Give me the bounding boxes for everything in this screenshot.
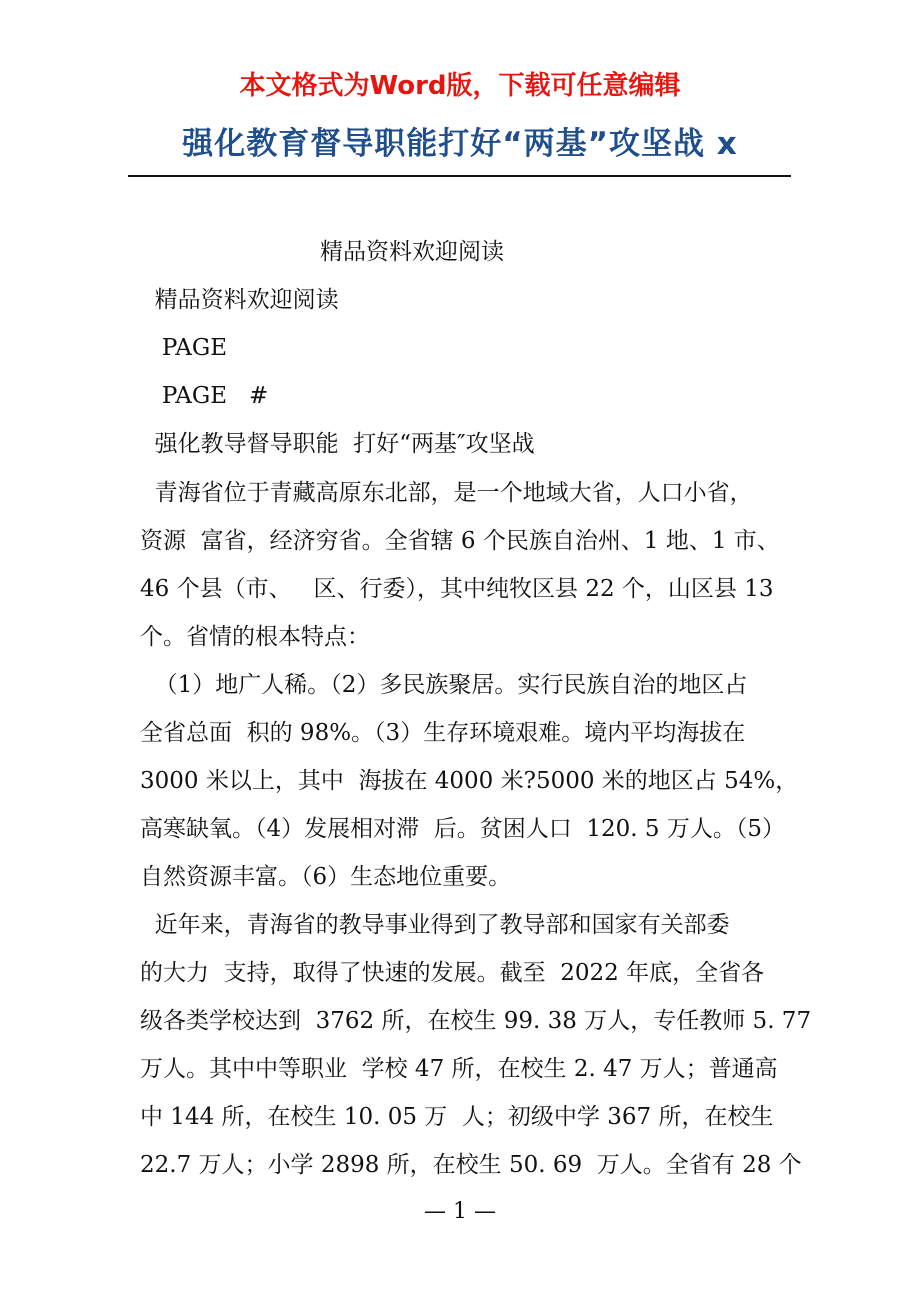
body-line: 中 144 所，在校生 10. 05 万 人；初级中学 367 所，在校生 [140,1104,774,1130]
page-number: — 1 — [424,1199,496,1224]
body-line: 资源 富省，经济穷省。全省辖 6 个民族自治州、1 地、1 市、 [140,528,780,554]
body-line: 的大力 支持，取得了快速的发展。截至 2022 年底，全省各 [140,960,765,986]
title-divider [128,175,791,177]
body-line: 自然资源丰富。（6）生态地位重要。 [140,864,512,890]
body-line: 精品资料欢迎阅读 [140,287,339,313]
body-line: （1）地广人稀。（2）多民族聚居。实行民族自治的地区占 [140,672,748,698]
body-line: 强化教导督导职能 打好“两基″攻坚战 [140,431,535,457]
document-title: 强化教育督导职能打好“两基”攻坚战 x [182,126,738,162]
page-header: 精品资料欢迎阅读 [320,239,504,265]
download-banner: 本文格式为Word版，下载可任意编辑 [239,71,681,101]
body-line: 级各类学校达到 3762 所，在校生 99. 38 万人，专任教师 5. 77 [140,1008,812,1034]
body-line: 万人。其中中等职业 学校 47 所，在校生 2. 47 万人；普通高 [140,1056,778,1082]
body-line: 全省总面 积的 98%。（3）生存环境艰难。境内平均海拔在 [140,720,746,746]
body-line: 3000 米以上，其中 海拔在 4000 米?5000 米的地区占 54%， [140,768,799,794]
body-line: 个。省情的根本特点： [140,624,370,650]
body-line: 22.7 万人；小学 2898 所，在校生 50. 69 万人。全省有 28 个 [140,1152,802,1178]
body-line: 青海省位于青藏高原东北部，是一个地域大省，人口小省， [140,480,753,506]
body-line: 高寒缺氧。（4）发展相对滞 后。贫困人口 120. 5 万人。（5） [140,816,785,842]
body-line: PAGE # [140,383,269,409]
body-line: 46 个县（市、 区、行委），其中纯牧区县 22 个，山区县 13 [140,576,774,602]
body-line: 近年来，青海省的教导事业得到了教导部和国家有关部委 [140,912,730,938]
body-line: PAGE [140,335,228,361]
